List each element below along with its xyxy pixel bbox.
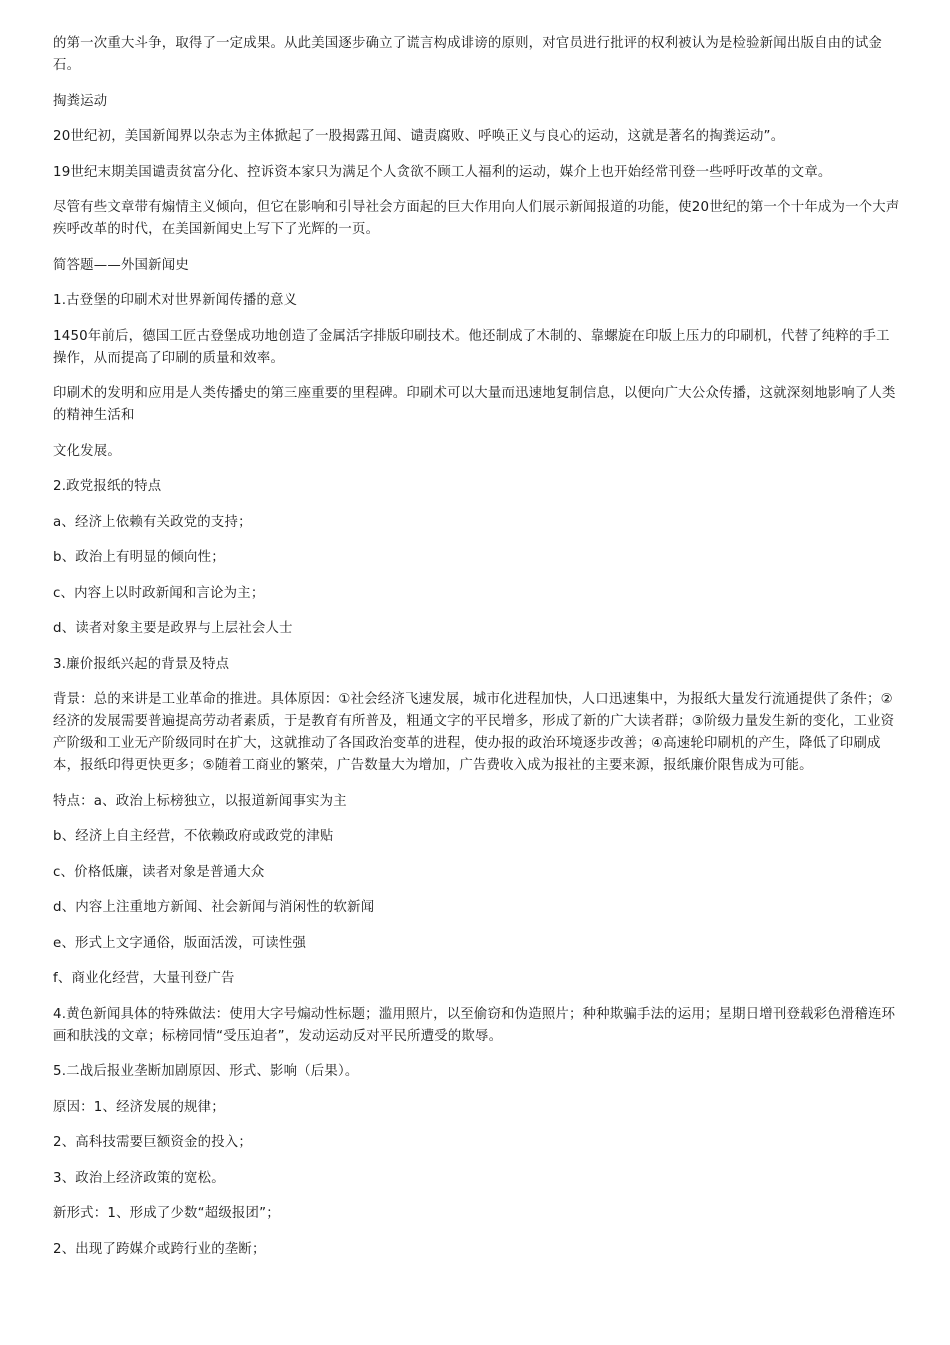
list-item-feature-f: f、商业化经营，大量刊登广告 [53, 971, 235, 986]
paragraph-libel-principle: 的第一次重大斗争，取得了一定成果。从此美国逐步确立了谎言构成诽谤的原则，对官员进行批评的权利被认为是检验新闻出版自由的试金石。 [53, 36, 883, 73]
question-5-title: 5.二战后报业垄断加剧原因、形式、影响（后果）。 [53, 1064, 359, 1079]
paragraph-yellow-journalism: 4.黄色新闻具体的特殊做法：使用大字号煽动性标题；滥用照片，以至偷窃和伪造照片；种种欺骗手法的运用；星期日增刊登载彩色滑稽连环画和肤浅的文章；标榜同情“受压迫者”，发动运动反对平民所遭受的欺辱。 [53, 1006, 896, 1044]
question-2-title: 2.政党报纸的特点 [53, 479, 162, 494]
paragraph-penny-press-background: 背景：总的来讲是工业革命的推进。具体原因：①社会经济飞速发展，城市化进程加快，人口迅速集中，为报纸大量发行流通提供了条件；②经济的发展需要普遍提高劳动者素质，于是教育有所普及，粗通文字的平民增多，形成了新的广大读者群；③阶级力量发生新的变化，工业资产阶级和工业无产阶级同时在扩大，这就推动了各国政治变革的进程，使办报的政治环境逐步改善；④高速轮印刷机的产生，降低了印刷成本，报纸印得更快更多；⑤随着工商业的繁荣，广告数量大为增加，广告费收入成为报社的主要来源，报纸廉价限售成为可能。 [53, 692, 895, 773]
list-item-party-d: d、读者对象主要是政界与上层社会人士 [53, 621, 293, 636]
list-item-reason-3: 3、政治上经济政策的宽松。 [53, 1170, 225, 1186]
list-item-reason-1: 原因：1、经济发展的规律； [53, 1099, 225, 1115]
paragraph-muckraking-intro: 20世纪初，美国新闻界以杂志为主体掀起了一股揭露丑闻、谴责腐败、呼唤正义与良心的运动，这就是著名的掏粪运动”。 [53, 129, 785, 144]
list-item-feature-b: b、经济上自主经营，不依赖政府或政党的津贴 [53, 829, 334, 844]
list-item-form-2: 2、出现了跨媒介或跨行业的垄断； [53, 1241, 266, 1257]
list-item-reason-2: 2、高科技需要巨额资金的投入； [53, 1135, 252, 1150]
heading-muckraking: 掏粪运动 [53, 93, 108, 109]
paragraph-printing-milestone: 印刷术的发明和应用是人类传播史的第三座重要的里程碑。印刷术可以大量而迅速地复制信息，以便向广大公众传播，这就深刻地影响了人类的精神生活和 [53, 386, 896, 423]
document-body [53, 33, 901, 1274]
question-1-title: 1.古登堡的印刷术对世界新闻传播的意义 [53, 293, 298, 308]
list-item-party-b: b、政治上有明显的倾向性； [53, 550, 225, 565]
list-item-form-1: 新形式：1、形成了少数“超级报团”； [53, 1206, 280, 1221]
paragraph-gutenberg: 1450年前后，德国工匠古登堡成功地创造了金属活字排版印刷技术。他还制成了木制的、靠螺旋在印版上压力的印刷机，代替了纯粹的手工操作，从而提高了印刷的质量和效率。 [53, 328, 890, 366]
list-item-party-a: a、经济上依赖有关政党的支持； [53, 514, 252, 530]
list-item-feature-c: c、价格低廉，读者对象是普通大众 [53, 864, 265, 880]
paragraph-culture-development: 文化发展。 [53, 443, 121, 459]
section-title-short-answer: 简答题——外国新闻史 [53, 257, 189, 273]
list-item-feature-e: e、形式上文字通俗，版面活泼，可读性强 [53, 935, 307, 951]
paragraph-19th-century: 19世纪末期美国谴责贫富分化、控诉资本家只为满足个人贪欲不顾工人福利的运动，媒介上也开始经常刊登一些呼吁改革的文章。 [53, 164, 832, 180]
question-3-title: 3.廉价报纸兴起的背景及特点 [53, 656, 230, 672]
list-item-feature-a: 特点：a、政治上标榜独立，以报道新闻事实为主 [53, 793, 347, 809]
list-item-feature-d: d、内容上注重地方新闻、社会新闻与消闲性的软新闻 [53, 900, 375, 915]
list-item-party-c: c、内容上以时政新闻和言论为主； [53, 585, 265, 601]
paragraph-reform-era: 尽管有些文章带有煽情主义倾向，但它在影响和引导社会方面起的巨大作用向人们展示新闻报道的功能，使20世纪的第一个十年成为一个大声疾呼改革的时代，在美国新闻史上写下了光辉的一页。 [53, 200, 900, 237]
